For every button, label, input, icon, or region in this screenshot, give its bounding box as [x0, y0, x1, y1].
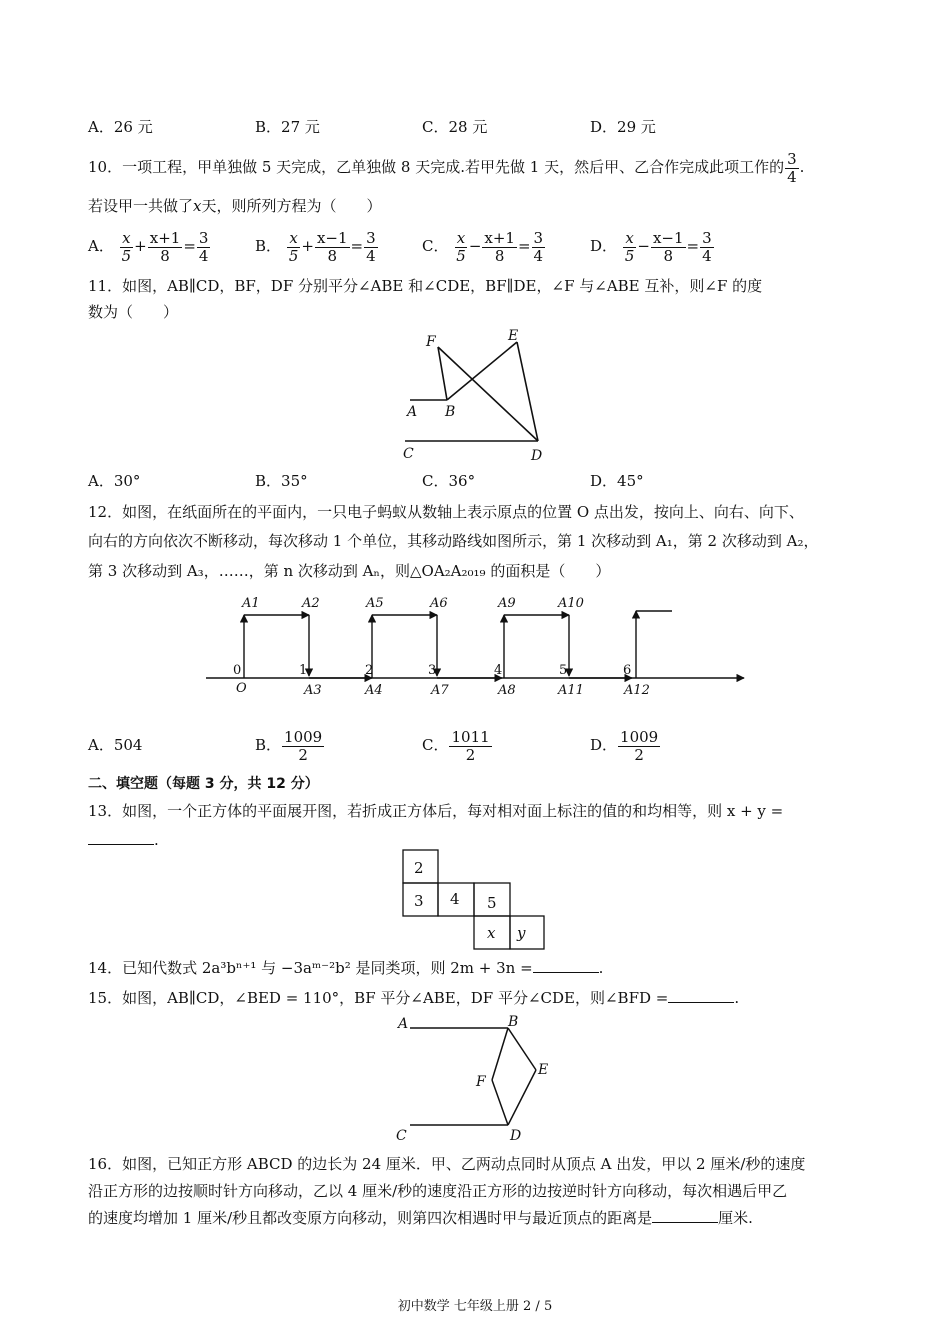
- q12-option-a: A．504: [88, 736, 143, 754]
- q16-line2: 沿正方形的边按顺时针方向移动，乙以 4 厘米/秒的速度沿正方形的边按逆时针方向移动，每次相遇后甲乙: [88, 1182, 788, 1200]
- page-footer: 初中数学 七年级上册 2 / 5: [397, 1299, 553, 1314]
- q10-option-b: B． $\frac{x}{5}$ + $\frac{x-1}{8}$ = $\frac{3}{4}$: [255, 228, 376, 265]
- q12-label-a3: A3: [304, 683, 322, 698]
- q12-tick-3: 3: [428, 663, 437, 678]
- q14-answer-blank[interactable]: [533, 958, 599, 973]
- q12-label-a12: A12: [624, 683, 650, 698]
- q11-figure: [395, 322, 555, 467]
- q12-label-a6: A6: [430, 596, 448, 611]
- q13-cell-x: x: [487, 924, 496, 942]
- q13-cell-y: y: [517, 924, 526, 942]
- q11-option-b: B．35°: [255, 472, 308, 490]
- q12-line3: 第 3 次移动到 A₃，……，第 n 次移动到 Aₙ，则△OA₂A₂₀₁₉ 的面积是（ ）: [88, 562, 611, 580]
- q15-segment-be: [508, 1028, 536, 1070]
- q12-label-a11: A11: [558, 683, 584, 698]
- q12-label-a9: A9: [498, 596, 516, 611]
- q15-segment-fd: [492, 1080, 508, 1125]
- q15-line: 15．如图，AB∥CD，∠BED = 110°，BF 平分∠ABE，DF 平分∠CDE，则∠BFD = .: [88, 989, 740, 1007]
- q10-line1: 10．一项工程，甲单独做 5 天完成，乙单独做 8 天完成.若甲先做 1 天，然后甲、乙合作完成此项工作的 $\frac{3}{4}$ .: [88, 149, 805, 186]
- q9-option-b: B．27 元: [255, 118, 320, 136]
- q13-cell-3: 3: [414, 892, 424, 910]
- q11-option-c: C．36°: [422, 472, 476, 490]
- q12-option-b: B． $\frac{1009}{2}$: [255, 727, 323, 764]
- q13-cube-net: [400, 848, 550, 952]
- q15-label-c: C: [396, 1128, 407, 1144]
- q11-option-d: D．45°: [590, 472, 644, 490]
- q12-tick-6: 6: [623, 663, 632, 678]
- q12-label-a7: A7: [431, 683, 449, 698]
- q12-label-a8: A8: [498, 683, 516, 698]
- q11-line2: 数为（ ）: [88, 303, 179, 321]
- q15-label-d: D: [510, 1128, 522, 1144]
- q15-segment-bf: [492, 1028, 508, 1080]
- q12-line1: 12．如图，在纸面所在的平面内，一只电子蚂蚁从数轴上表示原点的位置 O 点出发，按向上、向右、向下、: [88, 503, 804, 521]
- q12-tick-4: 4: [494, 663, 503, 678]
- q12-tick-0: 0: [233, 663, 242, 678]
- q12-line2: 向右的方向依次不断移动，每次移动 1 个单位，其移动路线如图所示，第 1 次移动到 A₁，第 2 次移动到 A₂，: [88, 532, 819, 550]
- q15-answer-blank[interactable]: [668, 988, 734, 1003]
- q12-label-origin: O: [236, 681, 247, 696]
- q11-option-a: A．30°: [88, 472, 141, 490]
- q13-answer-blank[interactable]: [88, 830, 154, 845]
- q10-option-d: D． $\frac{x}{5}$ − $\frac{x-1}{8}$ = $\frac{3}{4}$: [590, 228, 712, 265]
- q13-line1: 13．如图，一个正方体的平面展开图，若折成正方体后，每对相对面上标注的值的和均相等，则 x + y =: [88, 802, 784, 820]
- q12-label-a1: A1: [242, 596, 260, 611]
- q10-line2: 若设甲一共做了x天，则所列方程为（ ）: [88, 197, 382, 215]
- q11-label-c: C: [403, 446, 414, 462]
- q11-line1: 11．如图，AB∥CD，BF，DF 分别平分∠ABE 和∠CDE，BF∥DE，∠F 与∠ABE 互补，则∠F 的度: [88, 277, 763, 295]
- q9-option-d: D．29 元: [590, 118, 656, 136]
- q13-line2: .: [88, 829, 870, 851]
- q12-option-c: C． $\frac{1011}{2}$: [422, 727, 490, 764]
- q15-label-e: E: [538, 1062, 549, 1078]
- q11-segment-ed: [517, 342, 538, 441]
- q11-label-b: B: [445, 404, 456, 420]
- q12-figure: [200, 588, 750, 703]
- q12-tick-2: 2: [365, 663, 374, 678]
- q16-answer-blank[interactable]: [652, 1208, 718, 1223]
- section-2-title: 二、填空题（每题 3 分，共 12 分）: [88, 776, 319, 792]
- q15-segment-ed: [508, 1070, 536, 1125]
- q13-cell-2: 2: [414, 859, 424, 877]
- q11-segment-be: [447, 342, 517, 400]
- q11-label-e: E: [508, 328, 519, 344]
- q12-tick-5: 5: [559, 663, 568, 678]
- q16-line1: 16．如图，已知正方形 ABCD 的边长为 24 厘米．甲、乙两动点同时从顶点 A 出发，甲以 2 厘米/秒的速度: [88, 1155, 806, 1173]
- q10-option-c: C． $\frac{x}{5}$ − $\frac{x+1}{8}$ = $\frac{3}{4}$: [422, 228, 544, 265]
- q13-cell-4: 4: [450, 890, 460, 908]
- q12-label-a5: A5: [366, 596, 384, 611]
- q11-label-a: A: [407, 404, 418, 420]
- q15-label-b: B: [508, 1014, 519, 1030]
- q16-line3: 的速度均增加 1 厘米/秒且都改变原方向移动，则第四次相遇时甲与最近顶点的距离是 厘米.: [88, 1209, 753, 1227]
- q11-label-d: D: [531, 448, 543, 464]
- q13-cell-5: 5: [487, 894, 497, 912]
- q10-option-a: A． $\frac{x}{5}$ + $\frac{x+1}{8}$ = $\frac{3}{4}$: [88, 228, 209, 265]
- q15-label-f: F: [476, 1074, 486, 1090]
- q10-fraction: $\frac{3}{4}$: [787, 149, 797, 186]
- q12-label-a2: A2: [302, 596, 320, 611]
- q14-line: 14．已知代数式 2a³bⁿ⁺¹ 与 −3aᵐ⁻²b² 是同类项，则 2m + 3n = .: [88, 959, 604, 977]
- q12-label-a10: A10: [558, 596, 584, 611]
- q12-option-d: D． $\frac{1009}{2}$: [590, 727, 659, 764]
- q9-option-a: A．26 元: [88, 118, 153, 136]
- q12-tick-1: 1: [299, 663, 308, 678]
- q15-figure: [392, 1010, 562, 1146]
- q11-label-f: F: [426, 334, 436, 350]
- q9-option-c: C．28 元: [422, 118, 488, 136]
- q15-label-a: A: [398, 1016, 409, 1032]
- q12-label-a4: A4: [365, 683, 383, 698]
